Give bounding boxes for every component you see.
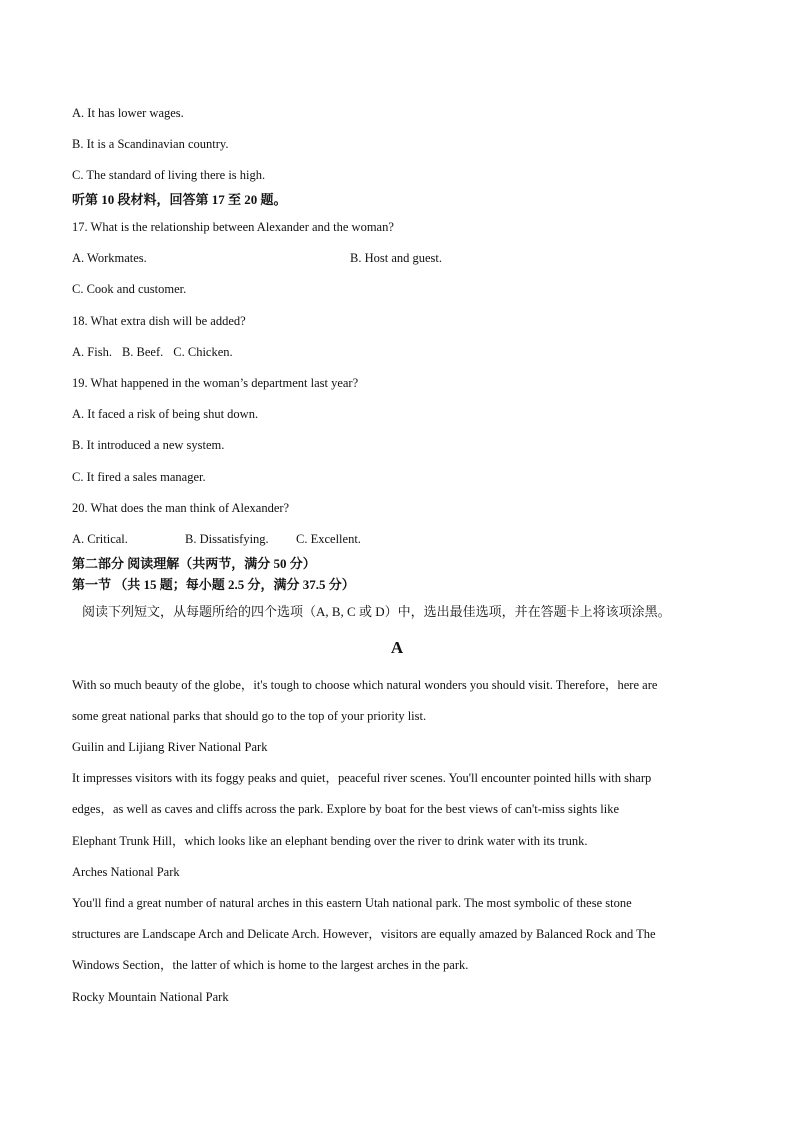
park1-line3: Elephant Trunk Hill，which looks like an elephant bending over the river to drink water with its trunk. — [72, 834, 588, 848]
park2-title: Arches National Park — [72, 865, 180, 879]
q19-option-b: B. It introduced a new system. — [72, 438, 225, 452]
park1-line2: edges，as well as caves and cliffs across the park. Explore by boat for the best views of can't-miss sights like — [72, 802, 620, 816]
passage-letter: A — [390, 638, 404, 657]
q17-option-b: B. Host and guest. — [350, 251, 443, 265]
park2-line2: structures are Landscape Arch and Delicate Arch. However，visitors are equally amazed by Balanced Rock and The — [72, 927, 656, 941]
q19-option-c: C. It fired a sales manager. — [72, 470, 206, 484]
q16-option-b: B. It is a Scandinavian country. — [72, 137, 229, 151]
passage-intro-line2: some great national parks that should go to the top of your priority list. — [72, 709, 427, 723]
part2-heading: 第二部分 阅读理解（共两节，满分 50 分） — [72, 556, 316, 571]
park1-line1: It impresses visitors with its foggy peaks and quiet，peaceful river scenes. You'll encounter pointed hills with sharp — [72, 771, 652, 785]
section1-heading: 第一节 （共 15 题；每小题 2.5 分，满分 37.5 分） — [72, 577, 355, 592]
q20-option-b: B. Dissatisfying. — [185, 532, 269, 546]
q16-option-a: A. It has lower wages. — [72, 106, 184, 120]
q17-option-a: A. Workmates. — [72, 251, 147, 265]
passage-intro-line1: With so much beauty of the globe，it's tough to choose which natural wonders you should visit. Therefore，here are — [72, 678, 658, 692]
q17-question: 17. What is the relationship between Alexander and the woman? — [72, 220, 394, 234]
q19-question: 19. What happened in the woman’s department last year? — [72, 376, 359, 390]
q18-option-c: C. Chicken. — [173, 345, 233, 359]
section10-heading: 听第 10 段材料，回答第 17 至 20 题。 — [72, 192, 287, 207]
park3-title: Rocky Mountain National Park — [72, 990, 229, 1004]
q18-question: 18. What extra dish will be added? — [72, 314, 246, 328]
instruction: 阅读下列短文，从每题所给的四个选项（A, B, C 或 D）中，选出最佳选项，并在答题卡上将该项涂黑。 — [82, 604, 671, 619]
q18-option-b: B. Beef. — [121, 345, 164, 359]
q17-option-c: C. Cook and customer. — [72, 282, 187, 296]
q16-option-c: C. The standard of living there is high. — [72, 168, 266, 182]
q20-question: 20. What does the man think of Alexander? — [72, 501, 290, 515]
park2-line3: Windows Section，the latter of which is home to the largest arches in the park. — [72, 958, 469, 972]
q20-option-c: C. Excellent. — [296, 532, 361, 546]
q20-option-a: A. Critical. — [72, 532, 128, 546]
park1-title: Guilin and Lijiang River National Park — [72, 740, 268, 754]
q18-options — [72, 344, 243, 360]
q18-option-a: A. Fish. — [72, 345, 112, 359]
park2-line1: You'll find a great number of natural arches in this eastern Utah national park. The most symbolic of these stone — [72, 896, 632, 910]
q19-option-a: A. It faced a risk of being shut down. — [72, 407, 259, 421]
